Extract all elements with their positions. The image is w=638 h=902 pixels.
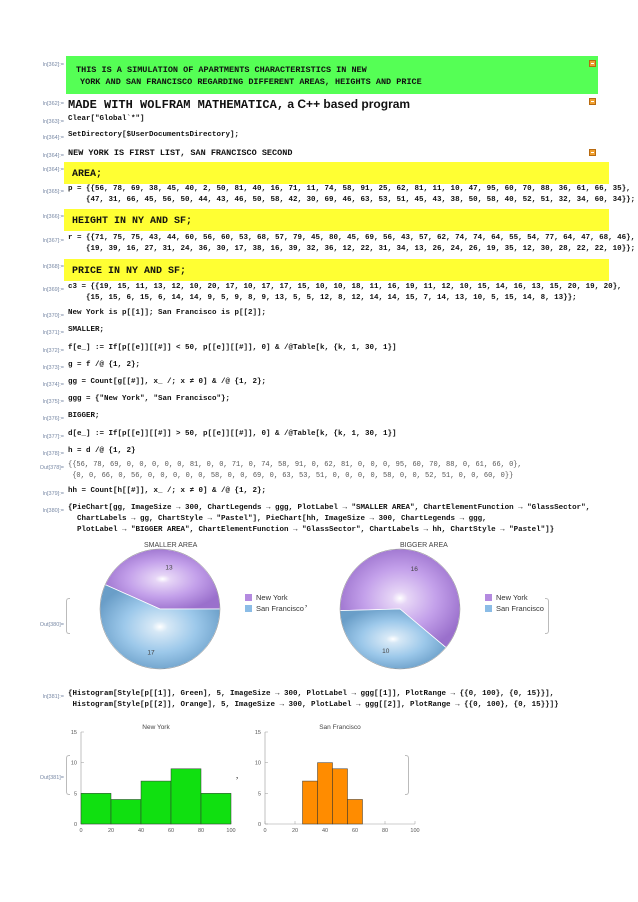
cell-label: In[362]:= — [42, 62, 64, 68]
y-tick-label: 10 — [254, 760, 261, 767]
p-def-line-1[interactable]: p = {{56, 78, 69, 38, 45, 40, 2, 50, 81, 40, 16, 71, 11, 74, 58, 91, 25, 62, 81, 11, 10, 47, 95, 60, 70, 88, 36, 61, 66, 35}, — [68, 185, 631, 193]
legend-swatch-ny — [485, 594, 492, 601]
height-text: HEIGHT IN NY AND SF; — [72, 216, 193, 227]
cell-label: In[377]:= — [42, 434, 64, 440]
histogram-bar[interactable] — [303, 781, 318, 824]
histogram-bar[interactable] — [348, 799, 363, 824]
bigger-code[interactable]: BIGGER; — [68, 412, 100, 420]
cell-label: In[364]:= — [42, 167, 64, 173]
cell-label: Out[381]= — [39, 775, 64, 781]
x-tick-label: 100 — [226, 828, 236, 834]
pie-in-line-3[interactable]: PlotLabel → "BIGGER AREA", ChartElementFunction → "GlassSector", ChartLabels → hh, ChartStyle → "Pastel"]} — [68, 526, 555, 534]
cell-label: Out[378]= — [39, 465, 64, 471]
hist-in-line-1[interactable]: {Histogram[Style[p[[1]], Green], 5, ImageSize → 300, PlotLabel → ggg[[1]], PlotRange → {{0, 100}, {0, 15}}], — [68, 690, 555, 698]
x-tick-label: 60 — [167, 828, 175, 834]
cell-label: In[378]:= — [42, 451, 64, 457]
histogram-san-francisco[interactable] — [242, 718, 422, 838]
cell-label: In[380]:= — [42, 508, 64, 514]
cell-label: Out[380]= — [39, 622, 64, 628]
made-with-heading — [68, 97, 410, 112]
list-bracket-left — [66, 598, 70, 634]
cell-bracket-icon[interactable] — [589, 149, 596, 156]
cell-label: In[375]:= — [42, 399, 64, 405]
ggg-def-code[interactable]: ggg = {"New York", "San Francisco"}; — [68, 395, 231, 403]
x-tick-label: 40 — [137, 828, 145, 834]
histogram-bar[interactable] — [111, 799, 141, 824]
histogram-bar[interactable] — [333, 769, 348, 824]
x-tick-label: 80 — [197, 828, 205, 834]
y-tick-label: 0 — [73, 822, 77, 828]
pie-slice-label: 16 — [410, 566, 418, 574]
list-comma: , — [236, 770, 239, 780]
cell-label: In[371]:= — [42, 330, 64, 336]
x-tick-label: 100 — [410, 828, 420, 834]
cell-label: In[366]:= — [42, 214, 64, 220]
area-cell[interactable] — [64, 162, 609, 184]
histogram-bar[interactable] — [171, 769, 201, 824]
d-def-code[interactable]: d[e_] := If[p[[e]][[#]] > 50, p[[e]][[#]], 0] & /@Table[k, {k, 1, 30, 1}] — [68, 430, 397, 438]
y-tick-label: 5 — [257, 791, 261, 798]
pie-slice-label: 17 — [147, 649, 155, 657]
pie-slice-label: 13 — [165, 564, 173, 572]
title-line-2: YORK AND SAN FRANCISCO REGARDING DIFFERENT AREAS, HEIGHTS AND PRICE — [80, 77, 422, 87]
cell-label: In[372]:= — [42, 348, 64, 354]
f-def-code[interactable]: f[e_] := If[p[[e]][[#]] < 50, p[[e]][[#]], 0] & /@Table[k, {k, 1, 30, 1}] — [68, 344, 397, 352]
r-def-line-1[interactable]: r = {{71, 75, 75, 43, 44, 60, 56, 60, 53, 68, 57, 79, 45, 80, 45, 69, 56, 43, 57, 62, 74, 74, 64, 55, 54, 77, 64, 47, 68, 46}, — [68, 234, 636, 242]
pie-title-bigger: BIGGER AREA — [400, 542, 448, 549]
pie-chart-smaller[interactable] — [85, 545, 235, 673]
title-line-1: THIS IS A SIMULATION OF APARTMENTS CHARACTERISTICS IN NEW — [76, 65, 367, 75]
x-tick-label: 0 — [263, 828, 267, 834]
x-tick-label: 0 — [79, 828, 83, 834]
g-def-code[interactable]: g = f /@ {1, 2}; — [68, 361, 141, 369]
histogram-bar[interactable] — [201, 793, 231, 824]
histogram-bar[interactable] — [81, 793, 111, 824]
legend-item-ny — [485, 593, 528, 602]
y-tick-label: 15 — [70, 730, 77, 736]
c3-def-line-2[interactable]: {15, 15, 6, 15, 6, 14, 14, 9, 5, 9, 8, 9, 13, 5, 5, 12, 8, 12, 14, 14, 15, 7, 14, 13, 10, 5, 15, 14, 8, 13}}; — [68, 294, 577, 302]
pie-in-line-1[interactable]: {PieChart[gg, ImageSize → 300, ChartLegends → ggg, PlotLabel → "SMALLER AREA", ChartElementFunction → "GlassSector", — [68, 504, 591, 512]
legend-swatch-ny — [245, 594, 252, 601]
histogram-title: New York — [142, 724, 170, 731]
cell-label: In[364]:= — [42, 135, 64, 141]
y-tick-label: 10 — [70, 760, 77, 767]
pie-slice-label: 10 — [382, 647, 390, 655]
cpp-text: a C++ based program — [284, 97, 411, 111]
setdir-code[interactable]: SetDirectory[$UserDocumentsDirectory]; — [68, 131, 240, 139]
cell-label: In[368]:= — [42, 264, 64, 270]
cell-label: In[362]:= — [42, 101, 64, 107]
legend-item-sf — [245, 604, 304, 613]
h-def-code[interactable]: h = d /@ {1, 2} — [68, 447, 136, 455]
legend-swatch-sf — [245, 605, 252, 612]
y-tick-label: 5 — [73, 791, 77, 798]
hh-def-code[interactable]: hh = Count[h[[#]], x_ /; x ≠ 0] & /@ {1, 2}; — [68, 487, 267, 495]
hist-in-line-2[interactable]: Histogram[Style[p[[2]], Orange], 5, ImageSize → 300, PlotLabel → ggg[[2]], PlotRange → {{0, 100}, {0, 15}}]} — [68, 701, 559, 709]
h-out-line-2: {0, 0, 66, 0, 56, 0, 0, 0, 0, 0, 58, 0, 0, 69, 0, 63, 53, 51, 0, 0, 0, 0, 58, 0, 0, 52, 51, 0, 0, 60, 0}} — [68, 472, 514, 480]
pie-chart-bigger[interactable] — [325, 545, 475, 673]
cell-label: In[367]:= — [42, 238, 64, 244]
height-cell[interactable] — [64, 209, 609, 231]
x-tick-label: 80 — [381, 828, 389, 834]
x-tick-label: 20 — [291, 828, 299, 834]
legend-item-ny — [245, 593, 288, 602]
cell-label: In[364]:= — [42, 153, 64, 159]
x-tick-label: 40 — [321, 828, 329, 834]
pie-title-smaller: SMALLER AREA — [144, 542, 198, 549]
cell-bracket-icon[interactable] — [589, 98, 596, 105]
h-out-line-1: {{56, 78, 69, 0, 0, 0, 0, 0, 81, 0, 0, 71, 0, 74, 58, 91, 0, 62, 81, 0, 0, 0, 95, 60, 70, 88, 0, 61, 66, 0}, — [68, 461, 522, 469]
y-tick-label: 0 — [257, 822, 261, 828]
x-tick-label: 20 — [107, 828, 115, 834]
legend-label-ny: New York — [496, 593, 528, 602]
ny-is-code[interactable]: New York is p[[1]]; San Francisco is p[[2]]; — [68, 309, 267, 317]
histogram-bar[interactable] — [141, 781, 171, 824]
legend-label-sf: San Francisco — [496, 604, 544, 613]
area-text: AREA; — [72, 169, 103, 180]
price-text: PRICE IN NY AND SF; — [72, 266, 187, 277]
legend-item-sf — [485, 604, 544, 613]
cell-label: In[374]:= — [42, 382, 64, 388]
cell-label: In[373]:= — [42, 365, 64, 371]
cell-label: In[376]:= — [42, 416, 64, 422]
x-tick-label: 60 — [351, 828, 359, 834]
y-tick-label: 15 — [254, 730, 261, 736]
histogram-new-york[interactable] — [58, 718, 238, 838]
cell-label: In[363]:= — [42, 119, 64, 125]
cell-label: In[369]:= — [42, 287, 64, 293]
price-cell[interactable] — [64, 259, 609, 281]
legend-swatch-sf — [485, 605, 492, 612]
clear-code[interactable]: Clear["Global`*"] — [68, 115, 145, 123]
pie-in-line-2[interactable]: ChartLabels → gg, ChartStyle → "Pastel"], PieChart[hh, ImageSize → 300, ChartLegends → ggg, — [68, 515, 487, 523]
legend-label-sf: San Francisco — [256, 604, 304, 613]
p-def-line-2[interactable]: {47, 31, 66, 45, 56, 50, 44, 43, 46, 50, 58, 42, 30, 69, 46, 63, 53, 51, 45, 43, 38, 50, 58, 40, 52, 51, 32, 34, 60, 34}}; — [68, 196, 636, 204]
made-with-text: MADE WITH WOLFRAM MATHEMATICA, — [68, 98, 285, 112]
histogram-title: San Francisco — [319, 724, 361, 731]
histogram-bar[interactable] — [318, 763, 333, 824]
smaller-code[interactable]: SMALLER; — [68, 326, 105, 334]
ny-first-heading: NEW YORK IS FIRST LIST, SAN FRANCISCO SECOND — [68, 148, 293, 158]
cell-label: In[370]:= — [42, 313, 64, 319]
legend-label-ny: New York — [256, 593, 288, 602]
r-def-line-2[interactable]: {19, 39, 16, 27, 31, 24, 36, 30, 17, 38, 16, 39, 32, 36, 12, 22, 31, 34, 13, 26, 24, 26, 19, 35, 12, 30, 28, 22, 22, 10}}; — [68, 245, 636, 253]
cell-label: In[365]:= — [42, 189, 64, 195]
list-bracket-right — [545, 598, 549, 634]
title-cell[interactable] — [66, 56, 598, 94]
gg-def-code[interactable]: gg = Count[g[[#]], x_ /; x ≠ 0] & /@ {1, 2}; — [68, 378, 267, 386]
c3-def-line-1[interactable]: c3 = {{19, 15, 11, 13, 12, 10, 20, 17, 10, 17, 17, 15, 10, 10, 18, 11, 16, 19, 11, 12, 10, 15, 14, 16, 13, 15, 20, 19, 20}, — [68, 283, 622, 291]
cell-label: In[379]:= — [42, 491, 64, 497]
list-comma: , — [305, 598, 308, 608]
cell-bracket-icon[interactable] — [589, 60, 596, 67]
cell-label: In[381]:= — [42, 694, 64, 700]
